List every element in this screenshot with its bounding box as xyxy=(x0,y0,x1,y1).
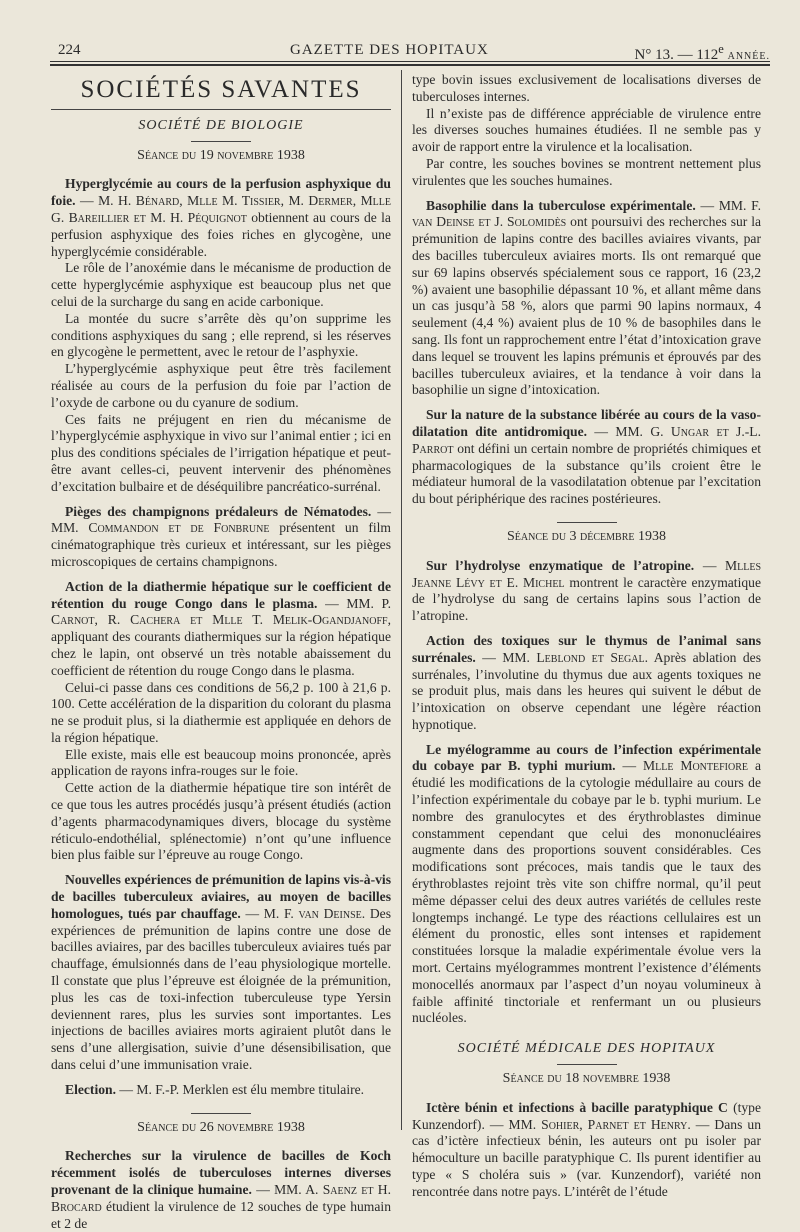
paragraph: Celui-ci passe dans ces conditions de 56,2 p. 100 à 21,6 p. 100. Cette accélération de la disparition du colorant du plasma ne se produit plus, si la diathermie est appliquée en dehors de la région hépatique. xyxy=(51,679,391,745)
article-pieges: Pièges des champignons prédaleurs de Nématodes. — MM. Commandon et de Fonbrune présentent un film cinématographique très curieux et intéressant, sur les pièges microscopiques de certains champignons. xyxy=(51,503,391,569)
article-atropine: Sur l’hydrolyse enzymatique de l’atropine. — Mlles Jeanne Lévy et E. Michel montrent le caractère enzymatique de l’hydrolyse du sang de certains lapins sous l’action de l’atropine. xyxy=(412,557,762,624)
paragraph: La montée du sucre s’arrête dès qu’on supprime les conditions asphyxiques du sang ; elle reprend, si les réserves en glycogène le permettent, avec le retour de l’asphyxie. xyxy=(51,310,391,360)
right-column xyxy=(412,72,761,1201)
article-diathermie: Action de la diathermie hépatique sur le coefficient de rétention du rouge Congo dans le plasma. — MM. P. Carnot, R. Cachera et Mlle T. Melik-Ogandjanoff, appliquant des courants diathermiques sur la région hépatique chez le lapin, ont observé un très notable abaissement du coefficient de rétention du rouge Congo dans le plasma. xyxy=(51,578,391,678)
short-rule xyxy=(191,141,251,142)
paragraph: Le rôle de l’anoxémie dans le mécanisme de production de cette hyperglycémie asphyxique est beaucoup plus net que celui de la surcharge du sang en acide carbonique. xyxy=(51,260,391,309)
paragraph: L’hyperglycémie asphyxique peut être très facilement réalisée au cours de la perfusion du foie par l’action de l’oxyde de carbone ou du cyanure de sodium. xyxy=(51,361,391,410)
session-date: Séance du 3 décembre 1938 xyxy=(506,528,666,544)
article-ictere: Ictère bénin et infections à bacille paratyphique C (type Kunzendorf). — MM. Sohier, Parnet et Henry. — Dans un cas d’ictère infectieux bénin, les auteurs ont pu isoler par hémoculture un bacille paratyphique C. Ils purent identifier au type « S choléra suis » (var. Kunzendorf), variété non rencontrée dans notre pays. L’intérêt de l’étude xyxy=(412,1099,761,1199)
left-column xyxy=(51,72,391,1232)
short-rule xyxy=(557,522,617,523)
paragraph: Il n’existe pas de différence appréciable de virulence entre les diverses souches humaines étudiées. Il ne semble pas y avoir de rapport entre la virulence et la localisation. xyxy=(412,105,761,155)
session-date: Séance du 18 novembre 1938 xyxy=(502,1071,671,1087)
header-rule xyxy=(50,61,770,62)
article-thymus: Action des toxiques sur le thymus de l’animal sans surrénales. — MM. Leblond et Segal. Après ablation des surrénales, l’involutine du thymus due aux agents toxiques ne se produit plus, mais dans les heures qui suivent le début de l’intoxication on observe cependant une légère réaction hypnotique. xyxy=(412,632,761,732)
article-hyperglycemie: Hyperglycémie au cours de la perfusion asphyxique du foie. — M. H. Bénard, Mlle M. Tissier, M. Dermer, Mlle G. Bareillier et M. H. Péquignot obtiennent au cours de la perfusion asphyxique des foies riches en glycogène, une hyperglycémie considérable. xyxy=(51,176,391,259)
article-koch: Recherches sur la virulence de bacilles de Koch récemment isolés de tuberculoses internes diverses provenant de la clinique humaine. — MM. A. Saenz et H. Brocard étudient la virulence de 12 souches de type humain et 2 de xyxy=(51,1148,391,1231)
article-vasodilatation: Sur la nature de la substance libérée au cours de la vaso-dilatation dite antidromique. — MM. G. Ungar et J.-L. Parrot ont défini un certain nombre de propriétés chimiques et pharmacologiques de la substance qu’ils croient être le médiateur humoral de la vasodilatation obtenue par l’excitation du bout périphérique des racines postérieures. xyxy=(412,407,762,507)
society-heading: SOCIÉTÉ DE BIOLOGIE xyxy=(138,117,304,133)
header-rule-thick xyxy=(50,64,770,66)
paragraph: Par contre, les souches bovines se montrent nettement plus virulentes que les souches humaines. xyxy=(412,155,761,188)
column-divider xyxy=(401,70,402,1130)
journal-title: GAZETTE DES HOPITAUX xyxy=(290,42,489,58)
paragraph: Elle existe, mais elle est beaucoup moins prononcée, après application de rayons infra-rouges sur le foie. xyxy=(51,746,391,779)
issue-number: N° 13. — 112e ANNÉE. xyxy=(634,42,770,63)
page-number: 224 xyxy=(58,42,81,58)
paragraph: Cette action de la diathermie hépatique tire son intérêt de ce que tous les autres procédés jusqu’à présent étudiés (action d’agents pharmacodynamiques divers, blocage du système réticulo-endothélial, splénectomie) n’ont qu’une influence bien plus faible sur l’épreuve au rouge Congo. xyxy=(51,780,391,863)
article-myelogramme: Le myélogramme au cours de l’infection expérimentale du cobaye par B. typhi murium. — Mlle Montefiore a étudié les modifications de la cytologie médullaire au cours de l’infection expérimentale du cobaye par le b. typhi murium. Le nombre des granulocytes et des érythroblastes diminue constamment cependant que celui des mononucléaires augmente dans des proportions souvent considérables. Ces modifications sont précoces, mais tandis que le taux des érythroblastes rejoint très vite son chiffre normal, qu’il peut même dépasser celui des deux autres variétés de cellules reste longtemps inchangé. Le type des réactions cellulaires est un élément du pronostic, elles sont intenses et rapidement constituées lorsque la maladie expérimentale évolue vers la mort. Certains myélogrammes montrent l’existence d’éléments monocellés anormaux par l’aspect d’un noyau volumineux à faible affinité tinctoriale et renfermant un ou plusieurs nucléoles. xyxy=(412,741,761,1026)
society-heading: SOCIÉTÉ MÉDICALE DES HOPITAUX xyxy=(457,1041,716,1057)
article-basophilie: Basophilie dans la tuberculose expérimentale. — MM. F. van Deinse et J. Solomidès ont poursuivi des recherches sur la prémunition de lapins contre des bacilles aviaires vivants, par des bacilles tuberculeux aviaires morts. Ils ont remarqué que sur 69 lapins observés spécialement sous ce rapport, 16 (23,2 %) avaient une basophilie dépassant 10 %, et allant même dans un cas jusqu’à 58 %, alors que parmi 90 lapins normaux, 4 seulement (4,4 %) avaient plus de 10 % de basophiles dans le sang. Ils font un rapprochement entre l’état d’intoxication grave dans lequel se trouvent les lapins prémunis et éprouvés par des bacilles tuberculeux aviaires, et la tendance à voir dans la basophilie un signe d’intoxication. xyxy=(412,197,762,398)
section-title: SOCIÉTÉS SAVANTES xyxy=(80,76,362,103)
short-rule xyxy=(191,1113,251,1114)
article-election: Election. — M. F.-P. Merklen est élu membre titulaire. xyxy=(65,1081,365,1097)
session-date: Séance du 19 novembre 1938 xyxy=(137,147,305,163)
article-premunition: Nouvelles expériences de prémunition de lapins vis-à-vis de bacilles tuberculeux aviaires, au moyen de bacilles homologues, tués par chauffage. — M. F. van Deinse. Des expériences de prémunition de lapins contre une dose de bacilles aviaires, par des bacilles tuberculeux aviaires tués par chauffage, émulsionnés dans de l’eau physiologique mortelle. Il constate que plus l’épreuve est éloignée de la prémunition, plus les cas de toxi-infection tuberculeuse type Yersin deviennent rares, plus les survies sont importantes. Les injections de bacilles aviaires morts agiraient plutôt dans le sens d’une allergisation, suivie d’une désensibilisation, que dans celui d’une immunisation vraie. xyxy=(51,872,391,1073)
short-rule xyxy=(557,1064,617,1065)
paragraph: type bovin issues exclusivement de localisations diverses de tuberculoses internes. xyxy=(412,72,761,104)
session-date: Séance du 26 novembre 1938 xyxy=(137,1119,305,1135)
title-rule xyxy=(51,109,391,110)
paragraph: Ces faits ne préjugent en rien du mécanisme de l’hyperglycémie asphyxique in vivo sur l’animal entier ; ici en plus des conditions spéciales de l’irrigation hépatique et peut-être avant celles-ci, peuvent intervenir des phénomènes d’excitation bulbaire et de déséquilibre pancréatico-surrénal. xyxy=(51,411,391,494)
